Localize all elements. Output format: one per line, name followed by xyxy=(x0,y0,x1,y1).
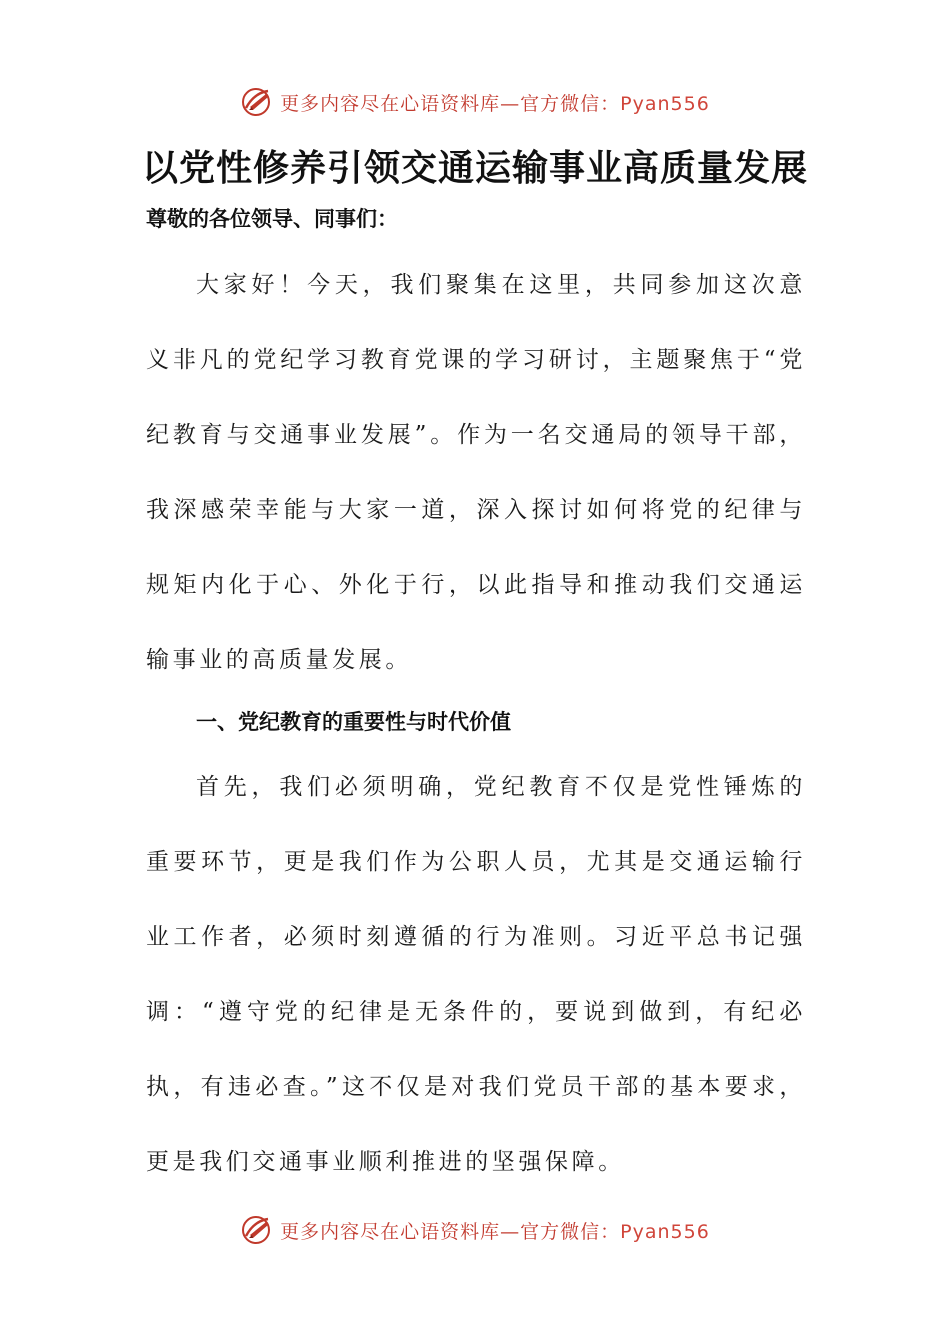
salutation: 尊敬的各位领导、同事们： xyxy=(146,207,398,231)
watermark-text: 更多内容尽在心语资料库—官方微信：Pyan556 xyxy=(280,1220,710,1243)
pen-logo-icon xyxy=(240,85,274,119)
section-heading-1: 一、党纪教育的重要性与时代价值 xyxy=(196,710,511,734)
document-title: 以党性修养引领交通运输事业高质量发展 xyxy=(141,147,808,189)
header-watermark xyxy=(0,82,950,122)
watermark-text: 更多内容尽在心语资料库—官方微信：Pyan556 xyxy=(280,92,710,115)
paragraph-intro: 大家好！今天，我们聚集在这里，共同参加这次意义非凡的党纪学习教育党课的学习研讨，主题聚焦于“党纪教育与交通事业发展”。作为一名交通局的领导干部，我深感荣幸能与大家一道，深入探讨如何将党的纪律与规矩内化于心、外化于行，以此指导和推动我们交通运输事业的高质量发展。 xyxy=(146,272,806,673)
footer-watermark xyxy=(0,1210,950,1250)
pen-logo-icon xyxy=(240,1213,274,1247)
paragraph-section-1: 首先，我们必须明确，党纪教育不仅是党性锤炼的重要环节，更是我们作为公职人员，尤其是交通运输行业工作者，必须时刻遵循的行为准则。习近平总书记强调：“遵守党的纪律是无条件的，要说到做到，有纪必执，有违必查。”这不仅是对我们党员干部的基本要求，更是我们交通事业顺利推进的坚强保障。 xyxy=(146,774,806,1175)
